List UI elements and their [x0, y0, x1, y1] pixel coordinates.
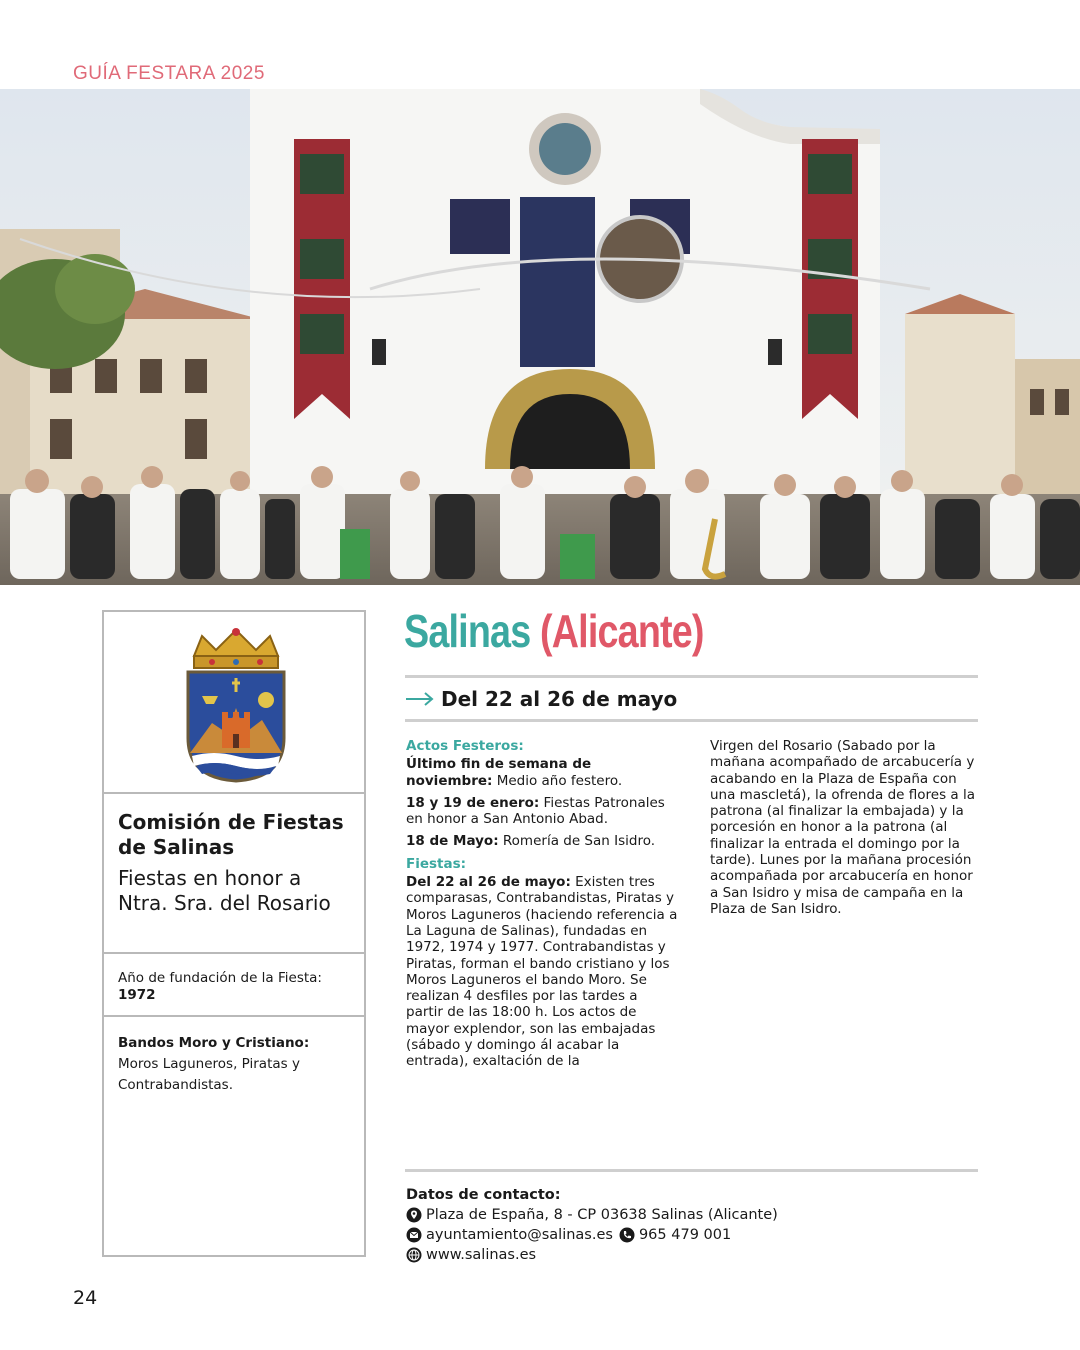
crest-section: [104, 612, 364, 794]
fiestas-paragraph: Del 22 al 26 de mayo: Existen tres comparasas, Contrabandistas, Piratas y Moros Laguneros (haciendo referencia a La Laguna de Salinas), fundadas en 1972, 1974 y 1977. Contrabandistas y Piratas, forman el bando cristiano y los Moros Laguneros el bando Moro. Se realizan 4 desfiles por las tardes a partir de las 18:00 h. Los actos de mayor explendor, son las embajadas (sábado y domingo ál acabar la entrada), exaltación de la: [406, 874, 678, 1070]
contact-email-row: [406, 1225, 778, 1245]
comision-title: Comisión de Fiestas de Salinas: [118, 810, 344, 859]
actos-heading: Actos Festeros:: [406, 738, 524, 754]
phone-icon: [619, 1227, 635, 1243]
contact-address-row: [406, 1205, 778, 1225]
page-number: 24: [73, 1287, 98, 1309]
bandos-text: Moros Laguneros, Piratas y Contrabandistas.: [118, 1056, 300, 1093]
fundacion-label: Año de fundación de la Fiesta:: [118, 970, 322, 986]
fiestas-paragraph-continued: Virgen del Rosario (Sabado por la mañana acompañado de arcabucería y acabando en la Plaza de España con una mascletá), la ofrenda de flores a la patrona (al finalizar la embajada) y la porcesión en honor a la patrona (al finalizar la entrada el domingo por la tarde). Lunes por la mañana procesión acompañada por arcabucería en honor a San Isidro y misa de campaña en la Plaza de San Isidro.: [710, 738, 976, 917]
town-name: Salinas: [404, 605, 531, 657]
location-pin-icon: [406, 1207, 422, 1223]
comision-subtitle: Fiestas en honor a Ntra. Sra. del Rosario: [118, 866, 331, 915]
text-column-right: [710, 738, 980, 923]
town-region: (Alicante): [540, 605, 704, 657]
fundacion-section: [104, 954, 364, 1017]
salinas-coat-of-arms-icon: [182, 628, 290, 783]
bandos-section: [104, 1017, 364, 1096]
contact-heading: Datos de contacto:: [406, 1187, 561, 1203]
contact-block: [406, 1185, 778, 1265]
contact-web-row: [406, 1245, 778, 1265]
date-line: Del 22 al 26 de mayo: [441, 687, 678, 711]
actos-item: Último fin de semana de noviembre: Medio año festero.: [406, 756, 623, 789]
divider-mid: [405, 719, 978, 722]
actos-item: 18 y 19 de enero: Fiestas Patronales en honor a San Antonio Abad.: [406, 794, 665, 828]
arrow-right-icon: [405, 691, 435, 707]
contact-phone[interactable]: 965 479 001: [638, 1227, 732, 1243]
guide-title: GUÍA FESTARA 2025: [73, 63, 265, 84]
fiestas-heading: Fiestas:: [406, 855, 467, 872]
actos-item: 18 de Mayo: Romería de San Isidro.: [406, 833, 656, 850]
divider-bottom: [405, 1169, 978, 1172]
divider-top: [405, 675, 978, 678]
contact-web[interactable]: www.salinas.es: [426, 1247, 537, 1263]
contact-address: Plaza de España, 8 - CP 03638 Salinas (Alicante): [426, 1207, 778, 1223]
info-card: [102, 610, 366, 1257]
text-column-left: [406, 738, 678, 1076]
bandos-label: Bandos Moro y Cristiano:: [118, 1035, 310, 1051]
town-title: [404, 604, 704, 658]
email-icon: [406, 1227, 422, 1243]
globe-icon: [406, 1247, 422, 1263]
date-row: [405, 686, 677, 712]
church-festival-photo: [0, 89, 1080, 585]
fundacion-year: 1972: [118, 987, 156, 1003]
contact-email[interactable]: ayuntamiento@salinas.es: [426, 1227, 613, 1243]
comision-section: [104, 794, 364, 954]
